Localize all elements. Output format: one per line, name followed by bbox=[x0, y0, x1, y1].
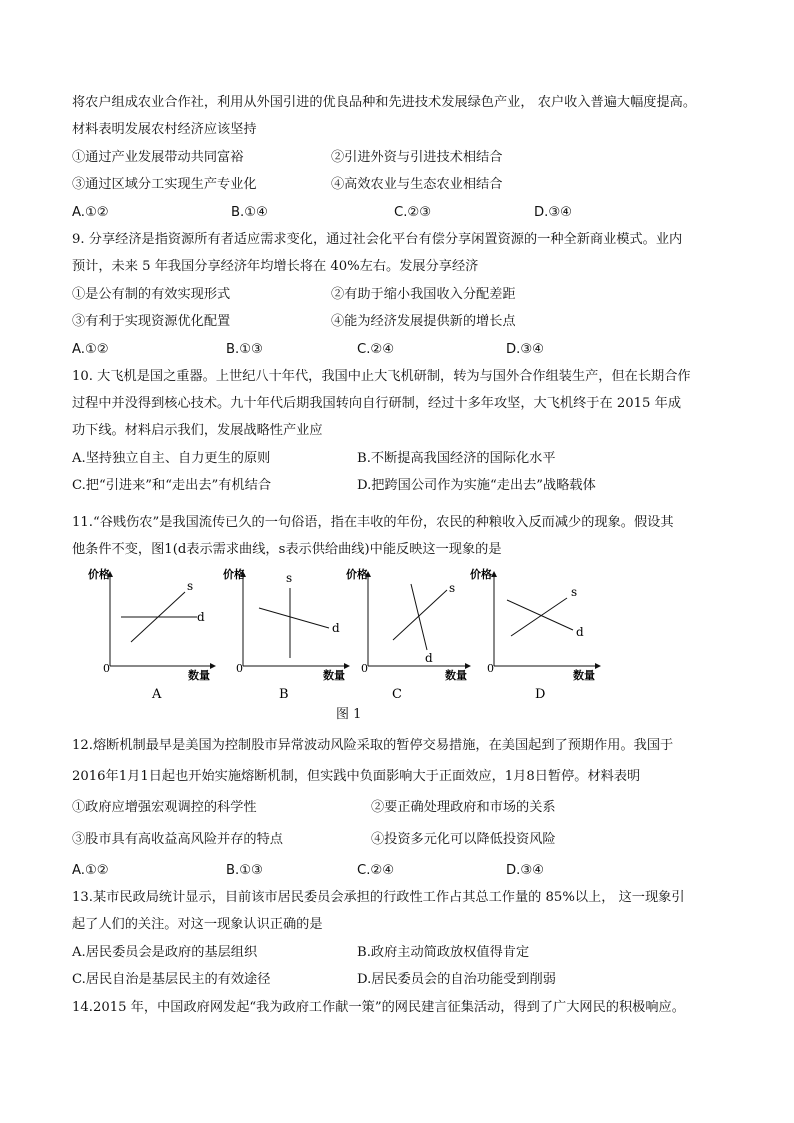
q8-option-c: C.②③ bbox=[394, 205, 432, 220]
q13-option-a: A.居民委员会是政府的基层组织 bbox=[72, 945, 258, 960]
demand-label: d bbox=[332, 621, 340, 635]
x-axis-label: 数量 bbox=[573, 669, 595, 682]
q9-option-c: C.②④ bbox=[357, 342, 395, 357]
q12-option-a: A.①② bbox=[72, 863, 109, 878]
q12-option-c: C.②④ bbox=[357, 863, 395, 878]
q9-option-d: D.③④ bbox=[506, 342, 544, 357]
demand-label: d bbox=[425, 651, 433, 665]
q10-option-c: C.把“引进来”和“走出去”有机结合 bbox=[72, 478, 272, 493]
q10-option-b: B.不断提高我国经济的国际化水平 bbox=[357, 451, 556, 466]
supply-label: s bbox=[187, 579, 194, 593]
q12-stem-line1: 12.熔断机制最早是美国为控制股市异常波动风险采取的暂停交易措施，在美国起到了预期作用。我国于 bbox=[72, 738, 674, 753]
graph-panel-b bbox=[223, 567, 347, 682]
q8-item-3: ③通过区域分工实现生产专业化 bbox=[72, 177, 257, 192]
q9-item-2: ②有助于缩小我国收入分配差距 bbox=[331, 287, 516, 302]
q9-stem-line2: 预计，未来 5 年我国分享经济年均增长将在 40%左右。发展分享经济 bbox=[72, 259, 479, 274]
q10-stem-line1: 10. 大飞机是国之重器。上世纪八十年代，我国中止大飞机研制，转为与国外合作组装生产，但在长期合作 bbox=[72, 369, 691, 384]
origin-label: 0 bbox=[361, 662, 368, 675]
q11-stem-line2: 他条件不变，图1(d表示需求曲线，s表示供给曲线)中能反映这一现象的是 bbox=[72, 542, 502, 557]
q10-option-d: D.把跨国公司作为实施“走出去”战略载体 bbox=[357, 478, 596, 493]
q8-option-d: D.③④ bbox=[534, 205, 572, 220]
graph-panel-d bbox=[470, 567, 598, 682]
x-axis-label: 数量 bbox=[445, 669, 467, 682]
demand-label: d bbox=[576, 625, 584, 639]
demand-curve bbox=[411, 584, 427, 650]
q12-item-3: ③股市具有高收益高风险并存的特点 bbox=[72, 832, 283, 847]
q9-item-1: ①是公有制的有效实现形式 bbox=[72, 287, 231, 302]
q12-option-d: D.③④ bbox=[506, 863, 544, 878]
q8-option-b: B.①④ bbox=[231, 205, 268, 220]
q13-option-c: C.居民自治是基层民主的有效途径 bbox=[72, 972, 271, 987]
origin-label: 0 bbox=[487, 662, 494, 675]
q13-option-d: D.居民委员会的自治功能受到削弱 bbox=[357, 972, 556, 987]
q9-item-3: ③有利于实现资源优化配置 bbox=[72, 314, 231, 329]
q8-item-2: ②引进外资与引进技术相结合 bbox=[331, 150, 503, 165]
panel-label-c: C bbox=[392, 687, 402, 702]
q12-item-2: ②要正确处理政府和市场的关系 bbox=[371, 800, 556, 815]
y-axis-label: 价格 bbox=[346, 568, 368, 581]
figure-caption: 图 1 bbox=[336, 707, 362, 722]
q12-option-b: B.①③ bbox=[226, 863, 263, 878]
panel-label-a: A bbox=[152, 687, 162, 702]
q12-item-1: ①政府应增强宏观调控的科学性 bbox=[72, 800, 257, 815]
origin-label: 0 bbox=[236, 662, 243, 675]
q9-option-a: A.①② bbox=[72, 342, 109, 357]
panel-label-d: D bbox=[535, 687, 546, 702]
q9-stem-line1: 9. 分享经济是指资源所有者适应需求变化，通过社会化平台有偿分享闲置资源的一种全新商业模式。业内 bbox=[72, 232, 683, 247]
q8-option-a: A.①② bbox=[72, 205, 109, 220]
demand-curve bbox=[259, 608, 329, 628]
q8-stem-line2: 材料表明发展农村经济应该坚持 bbox=[72, 122, 257, 137]
q8-item-4: ④高效农业与生态农业相结合 bbox=[331, 177, 503, 192]
q10-option-a: A.坚持独立自主、自力更生的原则 bbox=[72, 451, 271, 466]
origin-label: 0 bbox=[103, 662, 110, 675]
graph-panel-a bbox=[88, 567, 213, 682]
q9-option-b: B.①③ bbox=[226, 342, 263, 357]
q8-stem-line1: 将农户组成农业合作社，利用从外国引进的优良品种和先进技术发展绿色产业， 农户收入普遍大幅度提高。 bbox=[72, 95, 697, 110]
x-axis-label: 数量 bbox=[323, 669, 345, 682]
y-axis-label: 价格 bbox=[88, 568, 110, 581]
y-axis-label: 价格 bbox=[223, 568, 245, 581]
q13-option-b: B.政府主动简政放权值得肯定 bbox=[357, 945, 530, 960]
q10-stem-line2: 过程中并没得到核心技术。九十年代后期我国转向自行研制，经过十多年攻坚，大飞机终于在 2015 年成 bbox=[72, 396, 682, 411]
x-axis-label: 数量 bbox=[188, 669, 210, 682]
y-axis-label: 价格 bbox=[470, 568, 492, 581]
demand-curve bbox=[507, 600, 573, 630]
q12-item-4: ④投资多元化可以降低投资风险 bbox=[371, 832, 556, 847]
graph-panel-c bbox=[346, 567, 468, 682]
q8-item-1: ①通过产业发展带动共同富裕 bbox=[72, 150, 244, 165]
q10-stem-line3: 功下线。材料启示我们，发展战略性产业应 bbox=[72, 423, 323, 438]
supply-label: s bbox=[571, 585, 578, 599]
supply-curve bbox=[511, 598, 567, 636]
supply-demand-figure bbox=[85, 566, 625, 726]
q11-stem-line1: 11.“谷贱伤农”是我国流传已久的一句俗语，指在丰收的年份，农民的种粮收入反而减少的现象。假设其 bbox=[72, 515, 674, 530]
q12-stem-line2: 2016年1月1日起也开始实施熔断机制，但实践中负面影响大于正面效应，1月8日暂停。材料表明 bbox=[72, 769, 641, 784]
q14-stem-line1: 14.2015 年，中国政府网发起“我为政府工作献一策”的网民建言征集活动，得到了广大网民的积极响应。 bbox=[72, 1000, 685, 1015]
panel-label-b: B bbox=[279, 687, 289, 702]
q13-stem-line2: 起了人们的关注。对这一现象认识正确的是 bbox=[72, 917, 323, 932]
q9-item-4: ④能为经济发展提供新的增长点 bbox=[331, 314, 516, 329]
demand-label: d bbox=[197, 610, 205, 624]
q13-stem-line1: 13.某市民政局统计显示，目前该市居民委员会承担的行政性工作占其总工作量的 85%以上， 这一现象引 bbox=[72, 890, 685, 905]
supply-curve bbox=[393, 590, 447, 640]
supply-label: s bbox=[449, 581, 456, 595]
supply-label: s bbox=[286, 571, 293, 585]
